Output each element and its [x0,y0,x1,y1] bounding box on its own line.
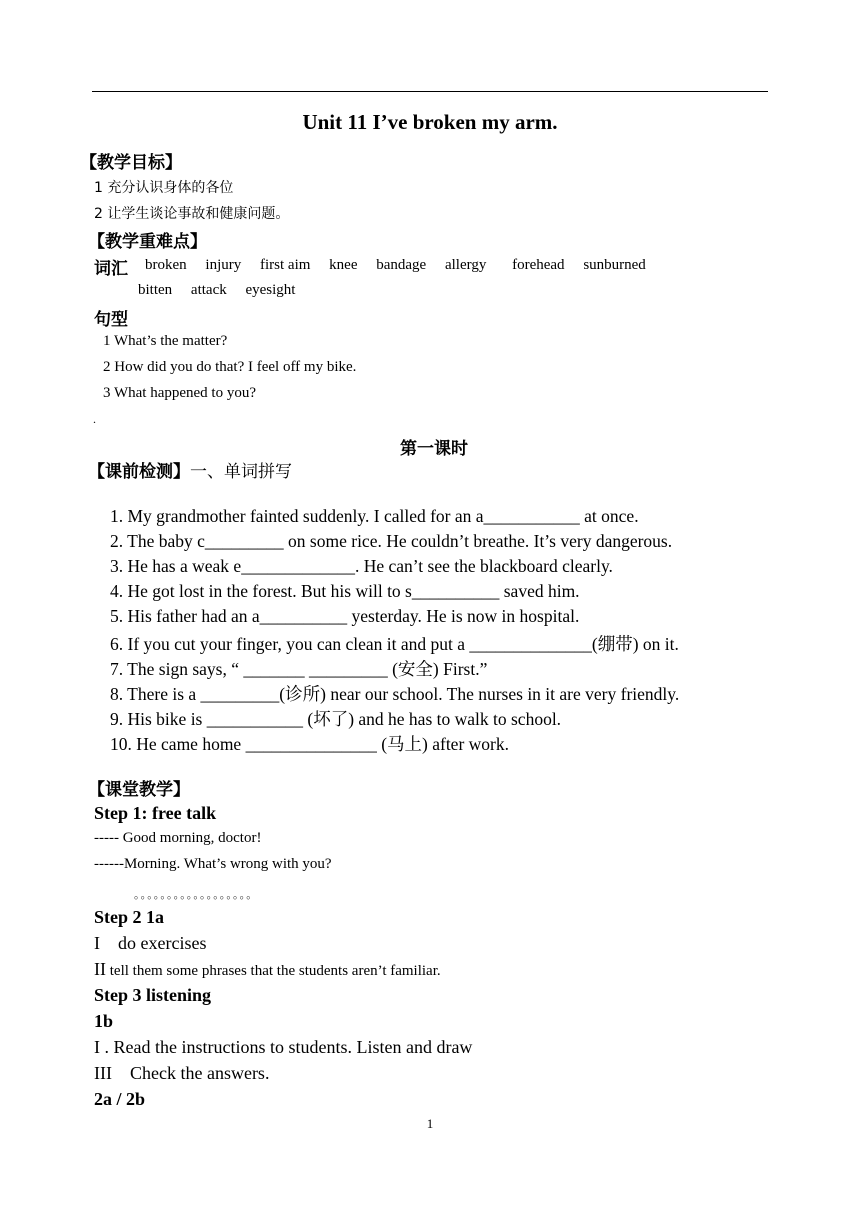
step2-line-text: tell them some phrases that the students aren’t familiar. [106,963,441,979]
vocab-word: injury [205,257,242,273]
dialogue-line: ------Morning. What’s wrong with you? [94,856,332,872]
pretest-subheading: 一、单词拼写 [190,462,292,482]
vocab-row [138,282,295,299]
objectives-heading: 【教学目标】 [80,153,182,173]
page-number: 1 [426,1116,434,1131]
step3-line: III Check the answers. [94,1063,270,1083]
vocab-word: forehead [512,257,565,273]
stray-mark: . [93,412,96,426]
vocab-word: bandage [376,257,427,273]
vocab-word: eyesight [245,282,296,298]
step3-sub: 1b [94,1011,114,1031]
sentence-item: 1 What’s the matter? [103,333,228,349]
step3-title: Step 3 listening [94,985,212,1005]
step3-line: I . Read the instructions to students. Listen and draw [94,1037,473,1057]
dialogue-line: ----- Good morning, doctor! [94,830,262,846]
step1-title: Step 1: free talk [94,803,217,823]
step2-line: I do exercises [94,933,207,953]
header-rule [92,91,768,92]
vocab-word: allergy [444,257,487,273]
exercise-item: 7. The sign says, “ _______ _________ (安全) First.” [110,659,488,679]
step2-title: Step 2 1a [94,907,165,927]
sentence-item: 3 What happened to you? [103,385,257,401]
exercise-item: 2. The baby c_________ on some rice. He couldn’t breathe. It’s very dangerous. [110,531,673,551]
exercise-item: 3. He has a weak e_____________. He can’t see the blackboard clearly. [110,556,613,576]
vocab-word: knee [329,257,358,273]
exercise-item: 10. He came home _______________ (马上) after work. [110,734,509,754]
ellipsis-dots: 。。。。。。。。。。。。。。。。。。 [134,889,259,901]
pretest-heading: 【课前检测】 [88,462,190,482]
page-title: Unit 11 I’ve broken my arm. [302,110,558,134]
key-points-heading: 【教学重难点】 [88,232,207,252]
roman-numeral: II [94,959,106,979]
sentence-label: 句型 [94,310,128,330]
step2-line [94,959,441,980]
vocab-label: 词汇 [94,259,128,279]
vocab-word: broken [145,257,187,273]
objective-item: 2 让学生谈论事故和健康问题。 [94,206,290,222]
exercise-item: 6. If you cut your finger, you can clean it and put a ______________(绷带) on it. [110,634,679,654]
exercise-item: 4. He got lost in the forest. But his will to s__________ saved him. [110,581,580,601]
vocab-word: attack [190,282,227,298]
lesson-title: 第一课时 [400,439,468,459]
sentence-item: 2 How did you do that? I feel off my bike. [103,359,357,375]
vocab-word: sunburned [583,257,646,273]
vocab-word: bitten [138,282,173,298]
exercise-item: 9. His bike is ___________ (坏了) and he has to walk to school. [110,709,562,729]
exercise-item: 1. My grandmother fainted suddenly. I called for an a___________ at once. [110,506,639,526]
exercise-item: 5. His father had an a__________ yesterday. He is now in hospital. [110,606,580,626]
step3-next: 2a / 2b [94,1089,146,1109]
classroom-heading: 【课堂教学】 [88,780,190,800]
vocab-row [145,257,646,274]
exercise-item: 8. There is a _________(诊所) near our school. The nurses in it are very friendly. [110,684,680,704]
objective-item: 1 充分认识身体的各位 [94,180,234,196]
pretest-heading-line [88,457,292,482]
vocab-word: first aim [260,257,311,273]
